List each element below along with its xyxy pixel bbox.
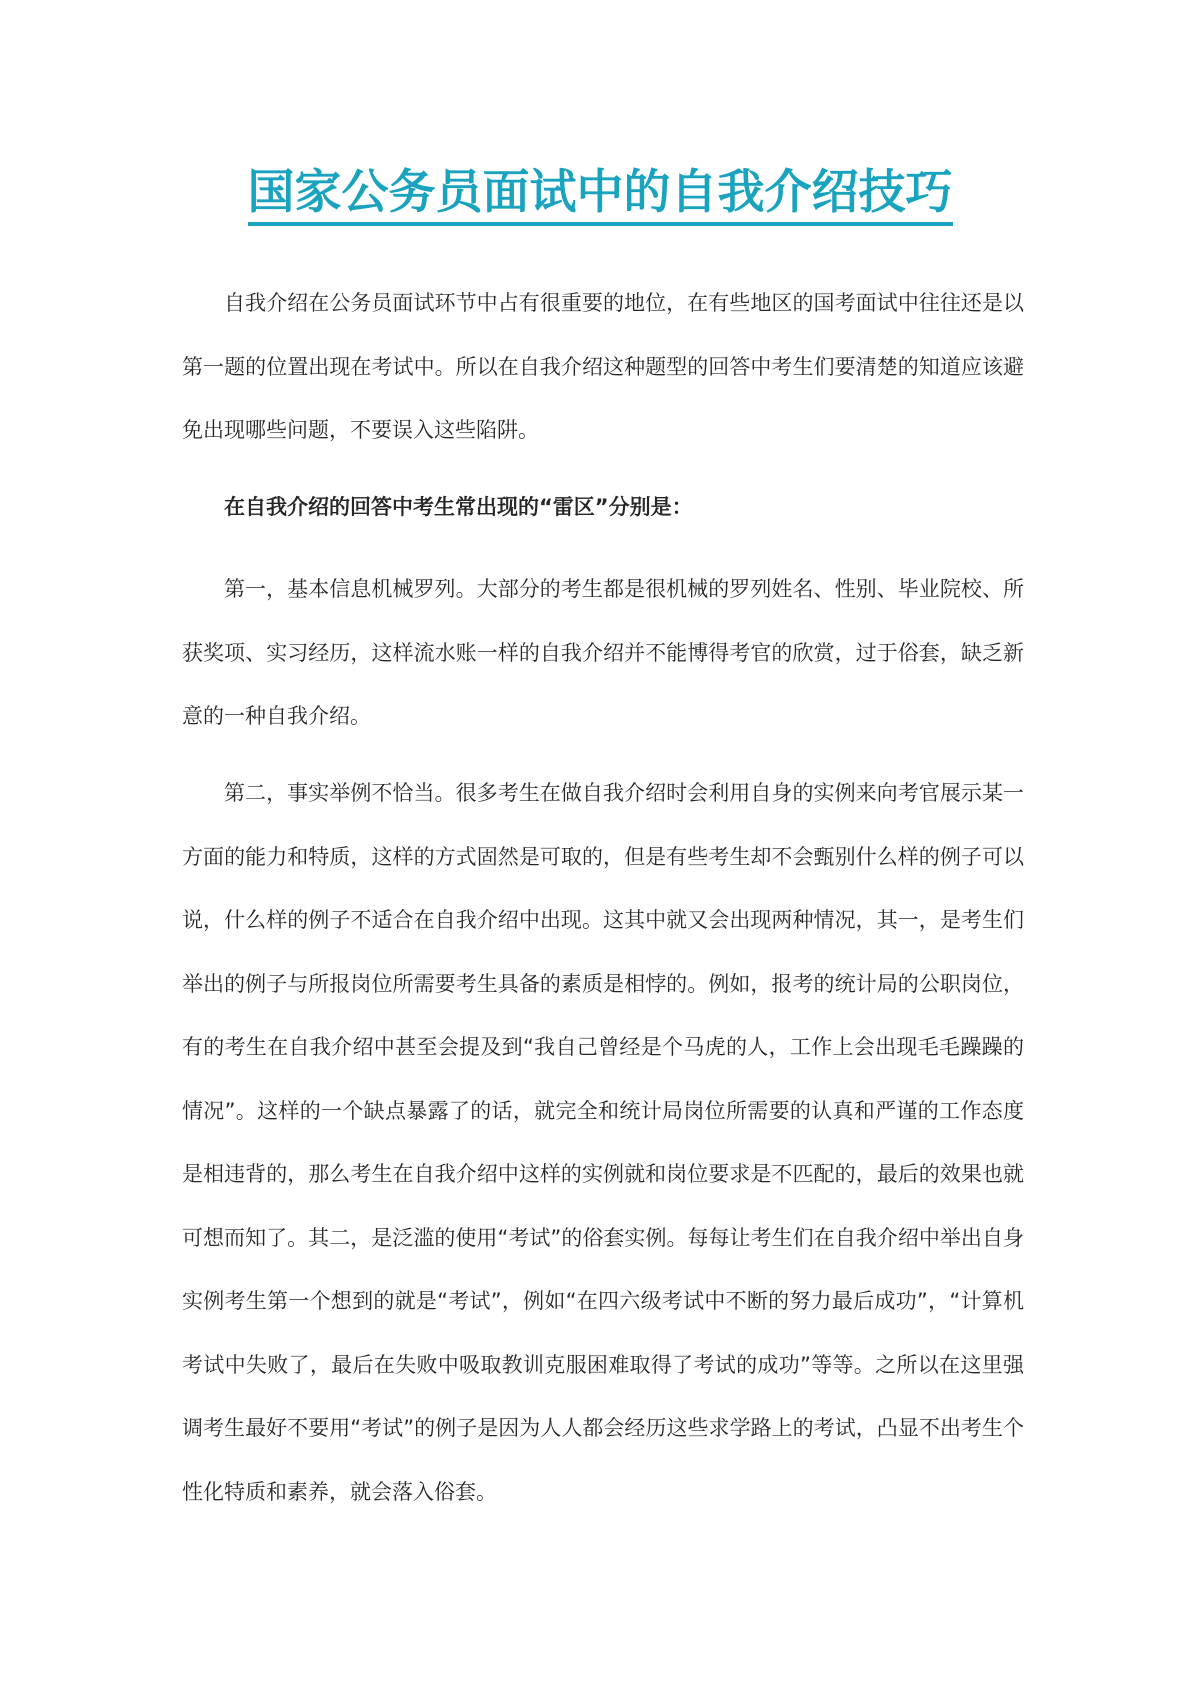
intro-paragraph: 自我介绍在公务员面试环节中占有很重要的地位，在有些地区的国考面试中往往还是以第一题的位置出现在考试中。所以在自我介绍这种题型的回答中考生们要清楚的知道应该避免出现哪些问题，不要误入这些陷阱。	[182, 291, 1024, 442]
page-title	[0, 160, 1200, 226]
point-one-paragraph: 第一，基本信息机械罗列。大部分的考生都是很机械的罗列姓名、性别、毕业院校、所获奖项、实习经历，这样流水账一样的自我介绍并不能博得考官的欣赏，过于俗套，缺乏新意的一种自我介绍。	[182, 577, 1024, 728]
section-heading: 在自我介绍的回答中考生常出现的“雷区”分别是：	[224, 495, 693, 519]
page-title-text: 国家公务员面试中的自我介绍技巧	[248, 165, 953, 226]
point-two-paragraph: 第二，事实举例不恰当。很多考生在做自我介绍时会利用自身的实例来向考官展示某一方面的能力和特质，这样的方式固然是可取的，但是有些考生却不会甄别什么样的例子可以说，什么样的例子不适合在自我介绍中出现。这其中就又会出现两种情况，其一，是考生们举出的例子与所报岗位所需要考生具备的素质是相悖的。例如，报考的统计局的公职岗位，有的考生在自我介绍中甚至会提及到“我自己曾经是个马虎的人，工作上会出现毛毛躁躁的情况”。这样的一个缺点暴露了的话，就完全和统计局岗位所需要的认真和严谨的工作态度是相违背的，那么考生在自我介绍中这样的实例就和岗位要求是不匹配的，最后的效果也就可想而知了。其二，是泛滥的使用“考试”的俗套实例。每每让考生们在自我介绍中举出自身实例考生第一个想到的就是“考试”，例如“在四六级考试中不断的努力最后成功”，“计算机考试中失败了，最后在失败中吸取教训克服困难取得了考试的成功”等等。之所以在这里强调考生最好不要用“考试”的例子是因为人人都会经历这些求学路上的考试，凸显不出考生个性化特质和素养，就会落入俗套。	[182, 781, 1024, 1504]
